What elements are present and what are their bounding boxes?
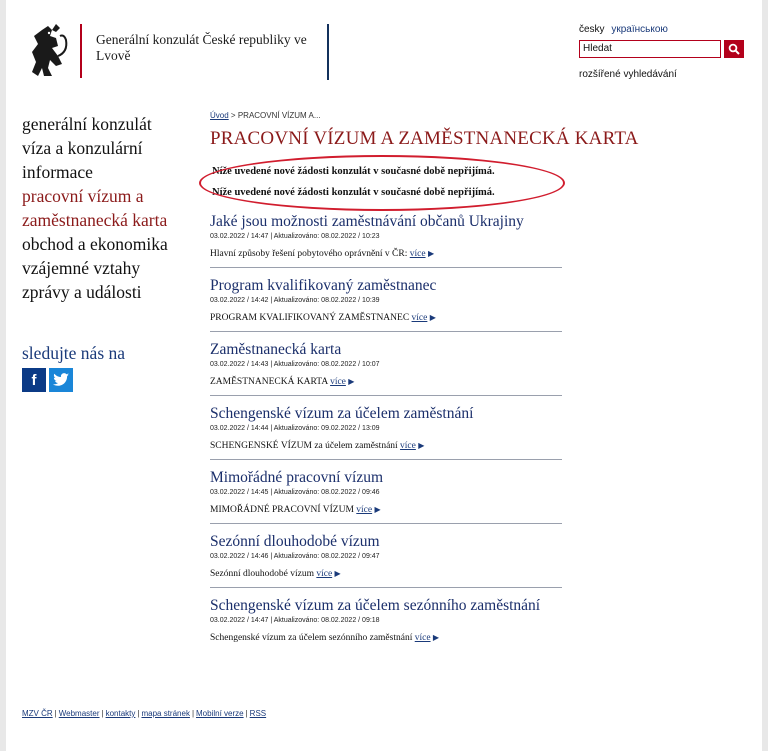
nav-item-news-events[interactable]: zprávy a události <box>22 282 142 302</box>
arrow-right-icon: ▶ <box>432 633 440 642</box>
article-meta: 03.02.2022 / 14:45 | Aktualizováno: 08.02.2022 / 09:46 <box>210 489 380 496</box>
footer-link-mobile[interactable]: Mobilní verze <box>196 709 244 718</box>
arrow-right-icon: ▶ <box>427 249 435 258</box>
header-divider <box>327 24 329 80</box>
site-title[interactable]: Generální konzulát České republiky ve Lvově <box>96 32 307 63</box>
article-divider <box>210 587 562 588</box>
more-link[interactable]: více <box>356 505 373 515</box>
breadcrumb <box>210 111 321 120</box>
language-switcher <box>579 24 672 35</box>
language-ukrainian[interactable]: українською <box>611 24 668 35</box>
footer-link-sitemap[interactable]: mapa stránek <box>141 709 190 718</box>
more-link[interactable]: více <box>411 313 428 323</box>
article-summary: PROGRAM KVALIFIKOVANÝ ZAMĚSTNANEC více ▶ <box>210 313 436 323</box>
more-link[interactable]: více <box>414 633 431 643</box>
footer-separator: | <box>191 709 195 718</box>
coat-of-arms-lion-icon[interactable] <box>22 22 70 80</box>
article-title-link[interactable]: Sezónní dlouhodobé vízum <box>210 533 380 550</box>
follow-us-heading: sledujte nás na <box>22 343 126 363</box>
article-item <box>210 405 562 460</box>
article-summary: Schengenské vízum za účelem sezónního zaměstnání více ▶ <box>210 633 440 643</box>
nav-item-mutual-relations[interactable]: vzájemné vztahy <box>22 258 141 278</box>
article-meta: 03.02.2022 / 14:44 | Aktualizováno: 09.02.2022 / 13:09 <box>210 425 380 432</box>
page-frame-left <box>0 0 6 751</box>
article-summary: ZAMĚSTNANECKÁ KARTA více ▶ <box>210 377 355 387</box>
article-divider <box>210 267 562 268</box>
search-button[interactable] <box>724 40 744 58</box>
footer-separator: | <box>54 709 57 718</box>
notice-text: Níže uvedené nové žádosti konzulát v současné době nepřijímá. <box>212 166 495 177</box>
article-divider <box>210 331 562 332</box>
arrow-right-icon: ▶ <box>374 505 381 514</box>
footer-link-rss[interactable]: RSS <box>249 709 267 718</box>
nav-item-trade-economy[interactable]: obchod a ekonomika <box>22 234 168 254</box>
language-czech[interactable]: česky <box>579 24 605 35</box>
footer-link-mzv[interactable]: MZV ČR <box>22 709 53 718</box>
footer-link-webmaster[interactable]: Webmaster <box>58 709 100 718</box>
breadcrumb-separator: > <box>230 111 236 120</box>
more-link[interactable]: více <box>330 377 346 387</box>
article-title-link[interactable]: Mimořádné pracovní vízum <box>210 469 384 486</box>
nav-item-visas-consular-info[interactable]: víza a konzulární informace <box>22 138 143 182</box>
footer-separator: | <box>137 709 140 718</box>
arrow-right-icon: ▶ <box>348 377 355 386</box>
twitter-icon[interactable] <box>49 368 73 392</box>
article-item <box>210 341 562 396</box>
more-link[interactable]: více <box>316 569 333 579</box>
search-icon <box>728 43 740 55</box>
article-title-link[interactable]: Schengenské vízum za účelem sezónního zaměstnání <box>210 597 541 614</box>
article-divider <box>210 523 562 524</box>
footer-links <box>22 709 266 718</box>
article-summary: Hlavní způsoby řešení pobytového oprávnění v ČR: více ▶ <box>210 249 435 259</box>
article-divider <box>210 395 562 396</box>
highlight-oval <box>199 155 565 211</box>
article-meta: 03.02.2022 / 14:47 | Aktualizováno: 08.02.2022 / 09:18 <box>210 617 380 624</box>
facebook-icon[interactable]: f <box>22 368 46 392</box>
article-title-link[interactable]: Program kvalifikovaný zaměstnanec <box>210 277 437 294</box>
article-item <box>210 597 562 643</box>
breadcrumb-home-link[interactable]: Úvod <box>210 111 229 120</box>
more-link[interactable]: více <box>400 441 416 451</box>
notice-text: Níže uvedené nové žádosti konzulát v současné době nepřijímá. <box>212 187 495 198</box>
article-title-link[interactable]: Schengenské vízum za účelem zaměstnání <box>210 405 474 422</box>
arrow-right-icon: ▶ <box>418 441 425 450</box>
article-item <box>210 213 562 268</box>
article-meta: 03.02.2022 / 14:46 | Aktualizováno: 08.02.2022 / 09:47 <box>210 553 380 560</box>
article-title-link[interactable]: Zaměstnanecká karta <box>210 341 342 358</box>
breadcrumb-current: PRACOVNÍ VÍZUM A... <box>237 111 321 120</box>
footer-separator: | <box>101 709 104 718</box>
more-link[interactable]: více <box>409 249 426 259</box>
arrow-right-icon: ▶ <box>334 569 341 578</box>
nav-item-general-consulate[interactable]: generální konzulát <box>22 114 152 134</box>
social-links <box>22 368 73 392</box>
page-title: PRACOVNÍ VÍZUM A ZAMĚSTNANECKÁ KARTA <box>210 128 639 149</box>
article-meta: 03.02.2022 / 14:47 | Aktualizováno: 08.02.2022 / 10:23 <box>210 233 380 240</box>
advanced-search-link[interactable]: rozšířené vyhledávání <box>579 69 677 80</box>
article-item <box>210 533 562 588</box>
article-item <box>210 277 562 332</box>
footer-link-contacts[interactable]: kontakty <box>105 709 136 718</box>
nav-item-work-visa[interactable]: pracovní vízum a zaměstnanecká karta <box>22 186 168 230</box>
article-meta: 03.02.2022 / 14:43 | Aktualizováno: 08.02.2022 / 10:07 <box>210 361 380 368</box>
article-divider <box>210 459 562 460</box>
search-input[interactable]: Hledat <box>579 40 721 58</box>
sidebar-nav <box>22 112 194 304</box>
article-item <box>210 469 562 524</box>
footer-separator: | <box>245 709 248 718</box>
article-summary: SCHENGENSKÉ VÍZUM za účelem zaměstnání více ▶ <box>210 441 425 451</box>
header-accent-divider <box>80 24 82 78</box>
article-summary: Sezónní dlouhodobé vízum více ▶ <box>210 569 341 579</box>
page-frame-right <box>762 0 768 751</box>
article-title-link[interactable]: Jaké jsou možnosti zaměstnávání občanů Ukrajiny <box>210 213 524 230</box>
arrow-right-icon: ▶ <box>429 313 436 322</box>
article-meta: 03.02.2022 / 14:42 | Aktualizováno: 08.02.2022 / 10:39 <box>210 297 380 304</box>
article-summary: MIMOŘÁDNÉ PRACOVNÍ VÍZUM více ▶ <box>210 505 381 515</box>
twitter-bird-glyph <box>53 373 69 387</box>
